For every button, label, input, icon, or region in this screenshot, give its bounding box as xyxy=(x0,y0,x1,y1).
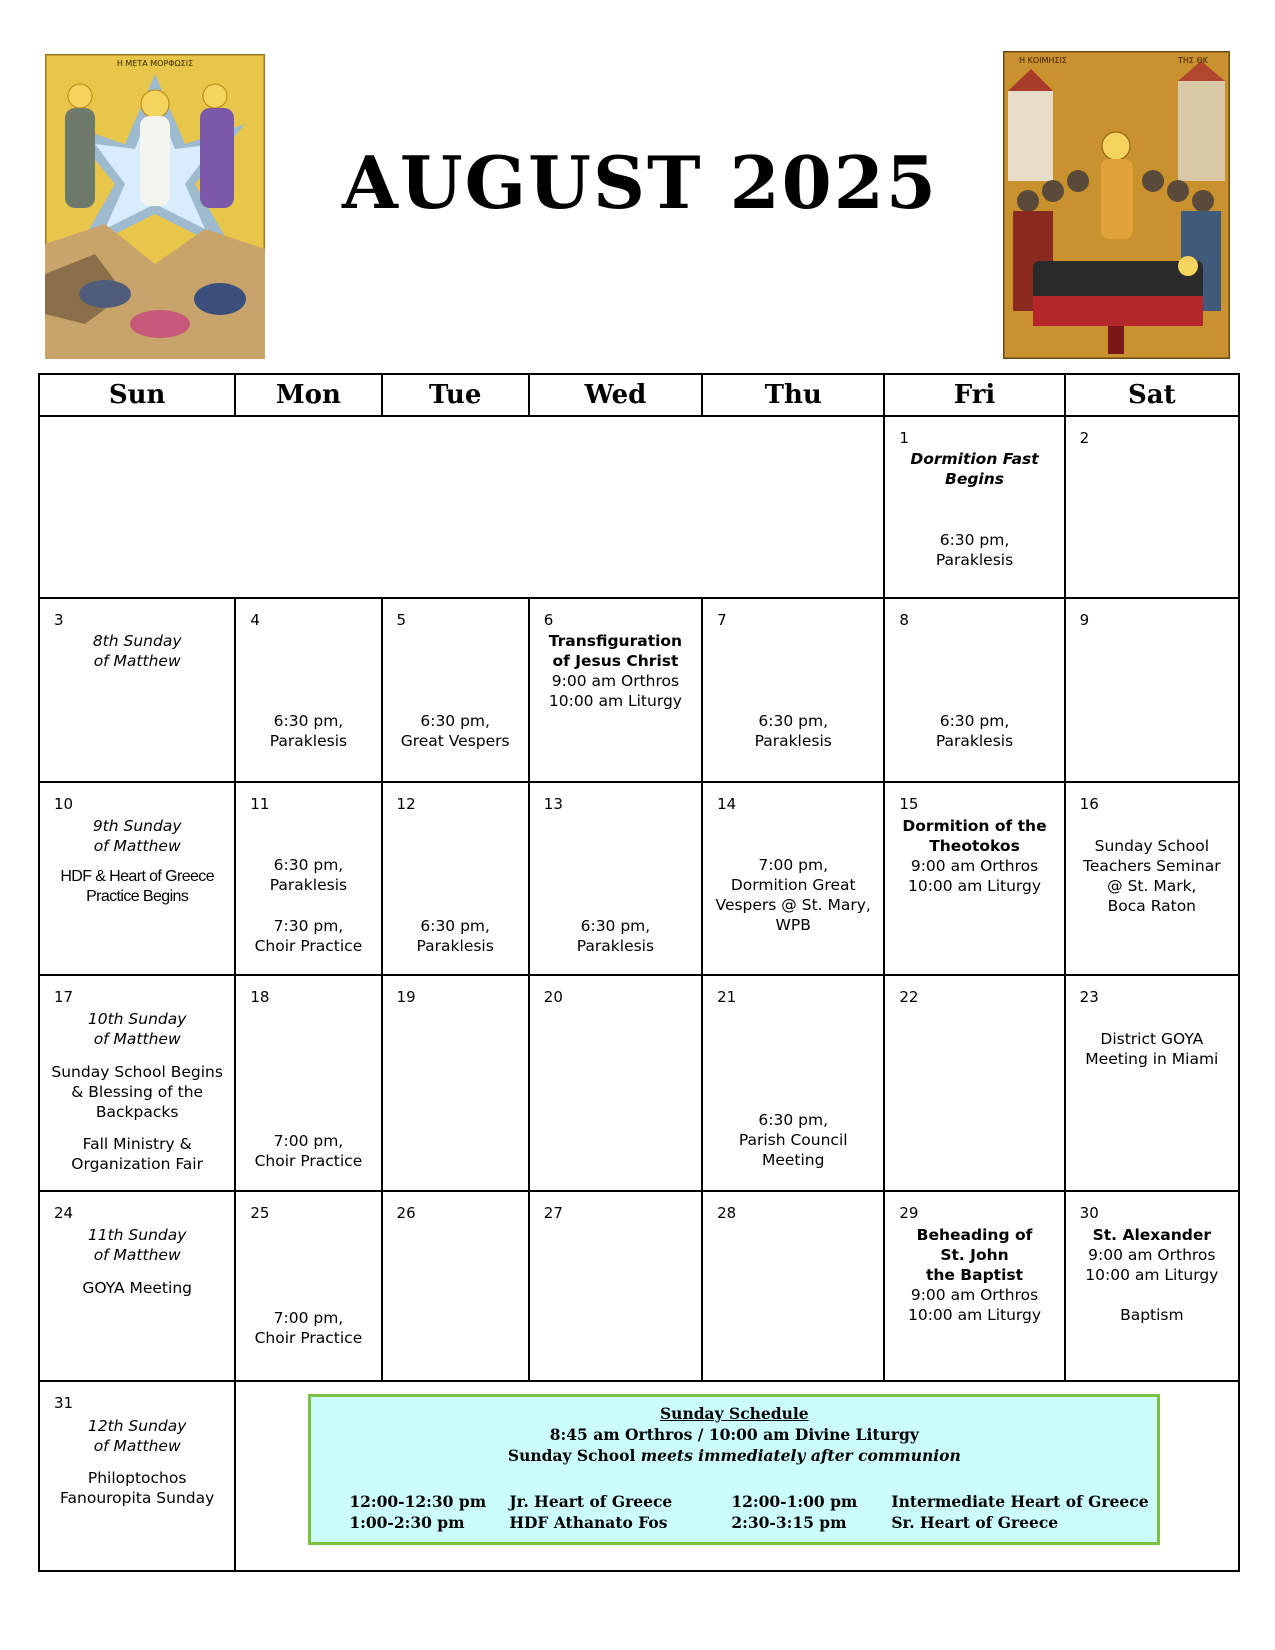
schedule-heading xyxy=(311,1403,1157,1424)
day-number: 11 xyxy=(250,795,270,813)
schedule-line: 8:45 am Orthros / 10:00 am Divine Liturgy xyxy=(549,1425,919,1444)
event xyxy=(42,1278,232,1298)
day-cell-28 xyxy=(702,1191,884,1381)
event xyxy=(238,1308,378,1348)
sunday-line: of Matthew xyxy=(93,1246,181,1264)
transfiguration-icon xyxy=(45,54,265,359)
week-row xyxy=(39,782,1239,975)
day-number: 24 xyxy=(54,1204,74,1222)
sunday-title xyxy=(42,1225,232,1265)
event-name: Paraklesis xyxy=(576,937,655,955)
schedule-time: 12:00-12:30 pm xyxy=(349,1492,487,1511)
event-line: Meeting in Miami xyxy=(1085,1050,1219,1068)
event-name: Paraklesis xyxy=(416,937,494,955)
service-time: 10:00 am Liturgy xyxy=(907,877,1042,895)
day-number: 25 xyxy=(250,1204,270,1222)
empty-cell xyxy=(39,416,884,598)
day-cell-6 xyxy=(529,598,702,782)
week-row xyxy=(39,1191,1239,1381)
day-number: 13 xyxy=(543,795,563,813)
dormition-icon xyxy=(1003,51,1230,359)
event-time: 6:30 pm, xyxy=(939,712,1010,730)
event xyxy=(1068,1029,1236,1069)
service-time: 9:00 am Orthros xyxy=(910,1286,1039,1304)
event-name: Paraklesis xyxy=(269,732,348,750)
svg-text:ΤΗΣ ΘΚ: ΤΗΣ ΘΚ xyxy=(1177,56,1209,65)
day-number: 31 xyxy=(54,1394,74,1412)
event xyxy=(887,711,1061,751)
event xyxy=(238,855,378,895)
event-name: Paraklesis xyxy=(269,876,348,894)
event-line: Practice Begins xyxy=(86,888,189,905)
event-name: Great Vespers xyxy=(400,732,510,750)
event-time: 6:30 pm, xyxy=(420,712,490,730)
event xyxy=(42,1062,232,1122)
schedule-group: Jr. Heart of Greece xyxy=(509,1492,673,1511)
day-number: 1 xyxy=(899,429,909,447)
calendar-grid xyxy=(38,373,1240,1572)
event xyxy=(42,867,232,907)
service-time: 10:00 am Liturgy xyxy=(907,1306,1042,1324)
event-time: 6:30 pm, xyxy=(580,917,651,935)
event-name: Choir Practice xyxy=(254,1329,363,1347)
event-line: Fanouropita Sunday xyxy=(60,1489,215,1507)
day-number: 27 xyxy=(543,1204,563,1222)
weekday-fri: Fri xyxy=(884,374,1064,416)
event-line: Backpacks xyxy=(95,1103,179,1121)
day-number: 2 xyxy=(1079,429,1090,447)
event xyxy=(238,711,378,751)
feast-line: St. Alexander xyxy=(1092,1226,1212,1244)
event-line: Philoptochos xyxy=(87,1469,187,1487)
event xyxy=(42,1468,232,1508)
sunday-line: 10th Sunday xyxy=(87,1010,187,1028)
event-line: Vespers @ St. Mary, xyxy=(715,896,871,914)
feast-title xyxy=(887,816,1061,856)
event-line: Baptism xyxy=(1120,1306,1184,1324)
day-number: 4 xyxy=(250,611,260,629)
event-line: District GOYA xyxy=(1100,1030,1204,1048)
schedule-group: HDF Athanato Fos xyxy=(509,1513,668,1532)
service-times xyxy=(1068,1245,1236,1285)
day-cell-18 xyxy=(235,975,381,1191)
event-line: Parish Council xyxy=(738,1131,848,1149)
day-cell-23 xyxy=(1065,975,1239,1191)
sunday-title xyxy=(42,1416,232,1456)
feast-line: Begins xyxy=(945,470,1004,488)
event-time: 6:30 pm, xyxy=(939,531,1010,549)
event xyxy=(705,855,881,935)
sunday-line: 12th Sunday xyxy=(87,1417,187,1435)
event xyxy=(532,916,699,956)
day-number: 26 xyxy=(396,1204,416,1222)
sunday-title xyxy=(42,1009,232,1049)
day-cell-27 xyxy=(529,1191,702,1381)
event-time: 6:30 pm, xyxy=(758,712,829,730)
day-number: 20 xyxy=(543,988,563,1006)
service-time: 10:00 am Liturgy xyxy=(1085,1266,1219,1284)
day-number: 12 xyxy=(396,795,416,813)
schedule-group: Intermediate Heart of Greece xyxy=(891,1492,1149,1511)
day-cell-17 xyxy=(39,975,235,1191)
schedule-time: 1:00-2:30 pm xyxy=(349,1513,465,1532)
svg-text:Η ΚΟΙΜΗΣΙΣ: Η ΚΟΙΜΗΣΙΣ xyxy=(1019,56,1067,65)
day-cell-14 xyxy=(702,782,884,975)
schedule-text: Sunday School xyxy=(507,1446,641,1465)
day-cell-15 xyxy=(884,782,1064,975)
service-times xyxy=(887,856,1061,896)
event-time: 6:30 pm, xyxy=(758,1111,829,1129)
event-line: WPB xyxy=(775,916,811,934)
feast-line: Theotokos xyxy=(929,837,1020,855)
day-number: 14 xyxy=(717,795,737,813)
event-name: Choir Practice xyxy=(254,1152,363,1170)
event xyxy=(705,711,881,751)
day-number: 7 xyxy=(717,611,727,629)
feast-title xyxy=(532,631,699,671)
sunday-line: 8th Sunday xyxy=(92,632,182,650)
day-cell-4 xyxy=(235,598,381,782)
event xyxy=(1068,1305,1236,1325)
feast-line: of Jesus Christ xyxy=(552,652,679,670)
week-row xyxy=(39,416,1239,598)
event-line: Fall Ministry & xyxy=(82,1135,192,1153)
event-time: 7:00 pm, xyxy=(273,1132,344,1150)
day-number: 22 xyxy=(899,988,919,1006)
schedule-text-italic: meets immediately after communion xyxy=(640,1446,961,1465)
sunday-title xyxy=(42,631,232,671)
day-cell-2 xyxy=(1065,416,1239,598)
feast-title xyxy=(887,1225,1061,1285)
event xyxy=(238,1131,378,1171)
sunday-title xyxy=(42,816,232,856)
event xyxy=(385,916,526,956)
sunday-line: 9th Sunday xyxy=(92,817,182,835)
event xyxy=(1068,836,1236,916)
service-time: 10:00 am Liturgy xyxy=(548,692,682,710)
sunday-schedule-box xyxy=(308,1394,1160,1545)
feast-line: Beheading of xyxy=(916,1226,1033,1244)
day-cell-31 xyxy=(39,1381,235,1571)
service-time: 9:00 am Orthros xyxy=(551,672,680,690)
weekday-tue: Tue xyxy=(382,374,529,416)
day-number: 29 xyxy=(899,1204,919,1222)
sunday-line: of Matthew xyxy=(93,652,181,670)
day-number: 16 xyxy=(1079,795,1099,813)
day-number: 10 xyxy=(54,795,74,813)
weekday-mon: Mon xyxy=(235,374,381,416)
event xyxy=(42,1134,232,1174)
event-line: Boca Raton xyxy=(1107,897,1197,915)
event-name: Paraklesis xyxy=(935,732,1014,750)
svg-text:Η ΜΕΤΑ ΜΟΡΦΩΣΙΣ: Η ΜΕΤΑ ΜΟΡΦΩΣΙΣ xyxy=(116,59,194,68)
sunday-line: 11th Sunday xyxy=(87,1226,187,1244)
week-row xyxy=(39,975,1239,1191)
day-number: 19 xyxy=(396,988,416,1006)
event-line: Meeting xyxy=(761,1151,825,1169)
service-times xyxy=(532,671,699,711)
day-cell-10 xyxy=(39,782,235,975)
day-cell-1 xyxy=(884,416,1064,598)
weekday-header-row xyxy=(39,374,1239,416)
event xyxy=(887,530,1061,570)
event-line: Organization Fair xyxy=(71,1155,203,1173)
day-number: 21 xyxy=(717,988,737,1006)
sunday-line: of Matthew xyxy=(93,837,181,855)
event-time: 6:30 pm, xyxy=(273,712,344,730)
day-number: 18 xyxy=(250,988,270,1006)
sunday-schedule-cell xyxy=(235,1381,1239,1571)
event-line: Dormition Great xyxy=(730,876,856,894)
weekday-sat: Sat xyxy=(1065,374,1239,416)
event-line: Sunday School Begins xyxy=(51,1063,223,1081)
service-time: 9:00 am Orthros xyxy=(910,857,1039,875)
feast-line: Dormition of the xyxy=(902,817,1047,835)
day-cell-19 xyxy=(382,975,529,1191)
service-times xyxy=(887,1285,1061,1325)
event xyxy=(238,916,378,956)
event-name: Paraklesis xyxy=(935,551,1014,569)
page-title: AUGUST 2025 xyxy=(342,140,938,225)
weekday-wed: Wed xyxy=(529,374,702,416)
day-number: 23 xyxy=(1079,988,1099,1006)
event-name: Paraklesis xyxy=(754,732,832,750)
feast-title xyxy=(887,449,1061,489)
event-line: Sunday School xyxy=(1094,837,1210,855)
feast-title xyxy=(1068,1225,1236,1245)
day-cell-5 xyxy=(382,598,529,782)
event-line: & Blessing of the xyxy=(71,1083,204,1101)
day-cell-11 xyxy=(235,782,381,975)
feast-line: Transfiguration xyxy=(548,632,683,650)
event xyxy=(705,1110,881,1170)
event-name: Choir Practice xyxy=(254,937,363,955)
event-time: 6:30 pm, xyxy=(420,917,490,935)
event-time: 7:00 pm, xyxy=(758,856,829,874)
day-cell-16 xyxy=(1065,782,1239,975)
day-cell-13 xyxy=(529,782,702,975)
day-cell-21 xyxy=(702,975,884,1191)
day-number: 30 xyxy=(1079,1204,1099,1222)
day-cell-9 xyxy=(1065,598,1239,782)
day-cell-30 xyxy=(1065,1191,1239,1381)
day-cell-12 xyxy=(382,782,529,975)
day-cell-24 xyxy=(39,1191,235,1381)
weekday-thu: Thu xyxy=(702,374,884,416)
event-line: @ St. Mark, xyxy=(1107,877,1197,895)
week-row xyxy=(39,1381,1239,1571)
day-cell-7 xyxy=(702,598,884,782)
week-row xyxy=(39,598,1239,782)
day-cell-20 xyxy=(529,975,702,1191)
day-number: 28 xyxy=(717,1204,737,1222)
day-cell-3 xyxy=(39,598,235,782)
event-time: 7:00 pm, xyxy=(273,1309,344,1327)
day-cell-25 xyxy=(235,1191,381,1381)
day-number: 9 xyxy=(1079,611,1090,629)
schedule-time: 2:30-3:15 pm xyxy=(731,1513,847,1532)
service-time: 9:00 am Orthros xyxy=(1088,1246,1216,1264)
sunday-line: of Matthew xyxy=(93,1030,181,1048)
feast-line: St. John xyxy=(940,1246,1009,1264)
schedule-line xyxy=(311,1445,1157,1466)
day-number: 3 xyxy=(54,611,64,629)
event-line: Teachers Seminar xyxy=(1083,857,1221,875)
schedule-group: Sr. Heart of Greece xyxy=(891,1513,1059,1532)
day-cell-8 xyxy=(884,598,1064,782)
event-line: GOYA Meeting xyxy=(82,1279,192,1297)
day-number: 17 xyxy=(54,988,74,1006)
day-number: 5 xyxy=(396,611,407,629)
sunday-line: of Matthew xyxy=(93,1437,181,1455)
day-number: 15 xyxy=(899,795,919,813)
schedule-time: 12:00-1:00 pm xyxy=(731,1492,858,1511)
event-time: 7:30 pm, xyxy=(273,917,344,935)
day-cell-22 xyxy=(884,975,1064,1191)
day-cell-26 xyxy=(382,1191,529,1381)
weekday-sun: Sun xyxy=(39,374,235,416)
event-time: 6:30 pm, xyxy=(273,856,344,874)
feast-line: Dormition Fast xyxy=(910,450,1039,468)
day-number: 6 xyxy=(543,611,554,629)
event xyxy=(385,711,526,751)
schedule-heading-text: Sunday Schedule xyxy=(659,1404,809,1423)
feast-line: the Baptist xyxy=(925,1266,1024,1284)
day-number: 8 xyxy=(899,611,909,629)
event-line: HDF & Heart of Greece xyxy=(60,868,214,885)
day-cell-29 xyxy=(884,1191,1064,1381)
